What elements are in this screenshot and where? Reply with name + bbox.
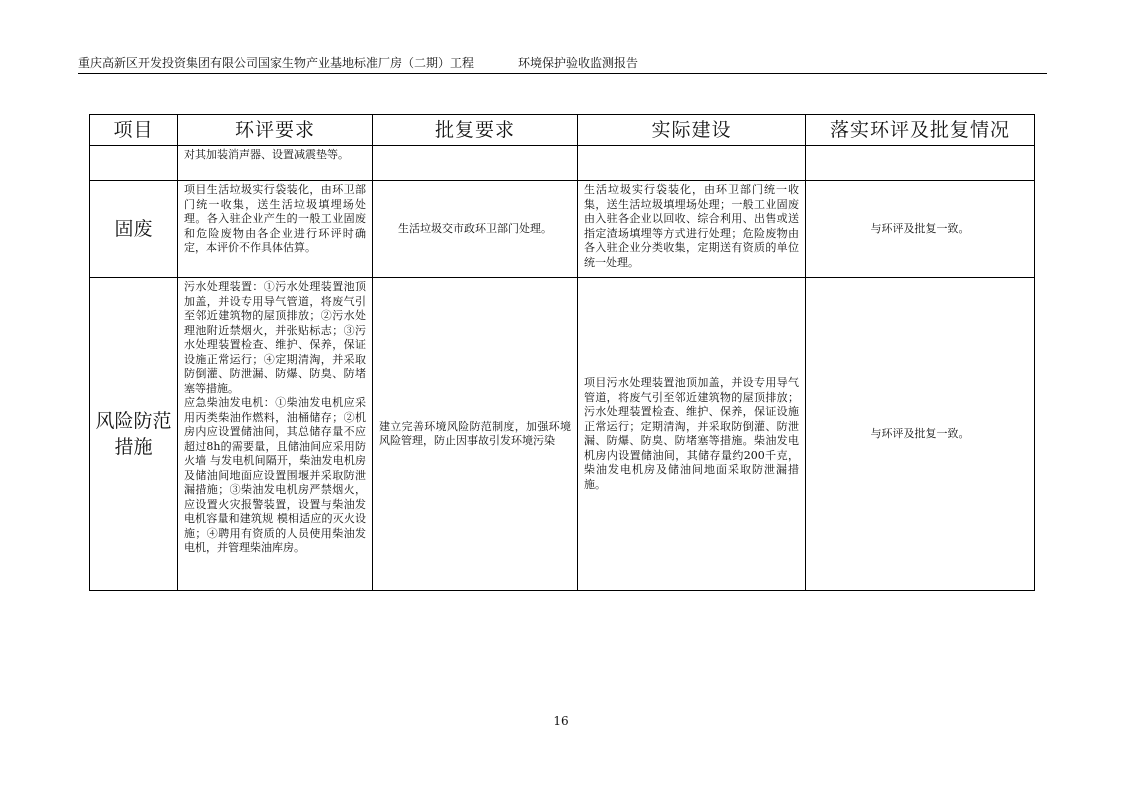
table-row xyxy=(90,181,1035,278)
column-header-item: 项目 xyxy=(90,115,178,146)
row-eia-requirement: 对其加装消声器、设置减震垫等。 xyxy=(178,146,373,181)
page-number: 16 xyxy=(553,714,569,728)
row-approval-requirement: 建立完善环境风险防范制度，加强环境风险管理，防止因事故引发环境污染 xyxy=(373,278,578,591)
table-header-row xyxy=(90,115,1035,146)
row-actual-construction: 生活垃圾实行袋装化，由环卫部门统一收集，送生活垃圾填埋场处理；一般工业固废由入驻各企业以回收、综合利用、出售或送指定渣场填埋等方式进行处理；危险废物由各入驻企业分类收集，定期送有资质的单位统一处理。 xyxy=(578,181,806,278)
compliance-table xyxy=(89,114,1035,591)
header-report-title: 环境保护验收监测报告 xyxy=(518,56,639,70)
row-category: 固废 xyxy=(90,181,178,278)
row-approval-requirement: 生活垃圾交市政环卫部门处理。 xyxy=(373,181,578,278)
row-category xyxy=(90,146,178,181)
row-category: 风险防范措施 xyxy=(90,278,178,591)
column-header-approval-requirement: 批复要求 xyxy=(373,115,578,146)
row-eia-requirement xyxy=(178,278,373,591)
column-header-implementation-status: 落实环评及批复情况 xyxy=(806,115,1035,146)
row-eia-requirement: 项目生活垃圾实行袋装化，由环卫部门统一收集，送生活垃圾填埋场处理。各入驻企业产生的一般工业固废和危险废物由各企业进行环评时确定，本评价不作具体估算。 xyxy=(178,181,373,278)
header-divider xyxy=(78,73,1047,74)
row-actual-construction: 项目污水处理装置池顶加盖，并设专用导气管道，将废气引至邻近建筑物的屋顶排放；污水处理装置检查、维护、保养，保证设施正常运行；定期清淘，并采取防倒灌、防泄漏、防爆、防臭、防堵塞等措施。柴油发电机房内设置储油间，其储存量约200千克，柴油发电机房及储油间地面采取防泄漏措施。 xyxy=(578,278,806,591)
table-row xyxy=(90,278,1035,591)
eia-generator-measures: 应急柴油发电机：①柴油发电机应采用丙类柴油作燃料，油桶储存；②机房内应设置储油间，其总储存量不应超过8h的需要量，且储油间应采用防火墙 与发电机间隔开，柴油发电机房及储油间地面应设置围堰并采取防泄漏措施；③柴油发电机房严禁烟火，应设置火灾报警装置，设置与柴油发电机容量和建筑规 模相适应的灭火设施；④聘用有资质的人员使用柴油发电机，并管理柴油库房。 xyxy=(184,396,366,554)
header-project-title: 重庆高新区开发投资集团有限公司国家生物产业基地标准厂房（二期）工程 xyxy=(78,56,475,70)
column-header-eia-requirement: 环评要求 xyxy=(178,115,373,146)
row-implementation-status: 与环评及批复一致。 xyxy=(806,181,1035,278)
eia-wastewater-measures: 污水处理装置：①污水处理装置池顶加盖，并设专用导气管道，将废气引至邻近建筑物的屋顶排放；②污水处理池附近禁烟火，并张贴标志；③污水处理装置检查、维护、保养，保证设施正常运行；④定期清淘，并采取防倒灌、防泄漏、防爆、防臭、防堵塞等措施。 xyxy=(184,280,366,395)
row-implementation-status xyxy=(806,146,1035,181)
table-row xyxy=(90,146,1035,181)
row-implementation-status: 与环评及批复一致。 xyxy=(806,278,1035,591)
row-approval-requirement xyxy=(373,146,578,181)
column-header-actual-construction: 实际建设 xyxy=(578,115,806,146)
row-actual-construction xyxy=(578,146,806,181)
